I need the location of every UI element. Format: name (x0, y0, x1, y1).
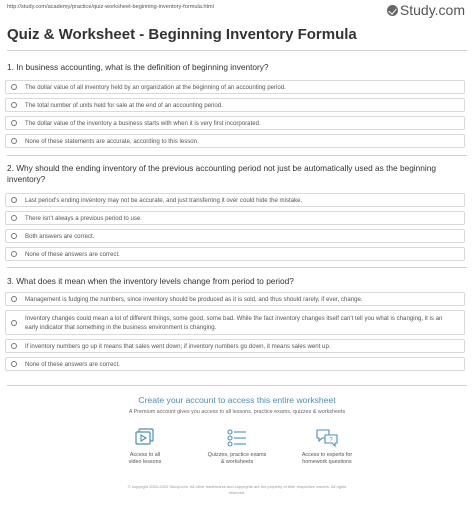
choice-text: The dollar value of the inventory a business starts with when it is very first incorporated. (25, 119, 261, 127)
radio-button[interactable] (11, 343, 17, 349)
question-2-text: 2. Why should the ending inventory of the previous accounting period not just be automatically used as the beginning inventory? (7, 163, 436, 184)
copyright-footer (40, 484, 434, 496)
choice-text: None of these answers are correct. (25, 250, 120, 258)
question-3-text: 3. What does it mean when the inventory levels change from period to period? (7, 276, 294, 286)
feature-label-line1: Access to all (129, 452, 161, 458)
question-1-choice-2[interactable] (5, 98, 465, 112)
radio-button[interactable] (11, 120, 17, 126)
radio-button[interactable] (11, 233, 17, 239)
feature-video-lessons (100, 428, 190, 466)
footer-line1: © copyright 2003-2020 Study.com. All other trademarks and copyrights are the property of their respective owners. All rights (127, 484, 347, 489)
radio-button[interactable] (11, 251, 17, 257)
svg-text:?: ? (329, 437, 333, 444)
question-divider (7, 385, 467, 386)
choice-text: The total number of units held for sale at the end of an accounting period. (25, 101, 223, 109)
question-2-choice-4[interactable] (5, 247, 465, 261)
radio-button[interactable] (11, 138, 17, 144)
question-divider (7, 267, 467, 268)
feature-label-line2: homework questions (302, 459, 352, 465)
quiz-icon (226, 428, 248, 448)
radio-button[interactable] (11, 215, 17, 221)
logo-text: Study.com (399, 2, 465, 18)
choice-text: None of these answers are correct. (25, 360, 120, 368)
checkmark-logo-icon (387, 5, 398, 16)
feature-experts (282, 428, 372, 466)
create-account-link[interactable]: Create your account to access this entire worksheet (138, 395, 336, 405)
question-1-choice-1[interactable] (5, 80, 465, 94)
page-title: Quiz & Worksheet - Beginning Inventory Formula (7, 26, 357, 43)
question-1-text: 1. In business accounting, what is the definition of beginning inventory? (7, 62, 269, 72)
question-3-choice-3[interactable] (5, 339, 465, 353)
question-3-choice-2[interactable] (5, 310, 465, 335)
radio-button[interactable] (11, 102, 17, 108)
radio-button[interactable] (11, 361, 17, 367)
choice-text: Both answers are correct. (25, 232, 95, 240)
choice-text: If inventory numbers go up it means that sales went down; if inventory numbers go down, it means sales went up. (25, 342, 331, 350)
choice-text: The dollar value of all inventory held by an organization at the beginning of an accounting period. (25, 83, 286, 91)
choice-text: Management is fudging the numbers, since inventory should be produced as it is sold, and thus should rarely, if ever, change. (25, 295, 363, 303)
choice-text: Last period's ending inventory may not be accurate, and just transferring it over could hide the mistake. (25, 196, 303, 204)
choice-text: Inventory changes could mean a lot of different things, some good, some bad. While the fact inventory changes itself can't tell you what is changing, it is an early indicator that something in the business environment is changing. (25, 314, 443, 331)
question-1-choice-4[interactable] (5, 134, 465, 148)
radio-button[interactable] (11, 197, 17, 203)
feature-quizzes (192, 428, 282, 466)
study-logo[interactable] (387, 2, 465, 18)
video-icon (134, 428, 156, 448)
choice-text: None of these statements are accurate, according to this lesson. (25, 137, 199, 145)
feature-label-line2: video lessons (128, 459, 162, 465)
feature-label-line2: & worksheets (220, 459, 254, 465)
footer-line2: reserved. (228, 490, 246, 495)
feature-label-line1: Access to experts for (301, 452, 353, 458)
title-divider (7, 50, 467, 51)
choice-text: There isn't always a previous period to use. (25, 214, 143, 222)
question-divider (7, 155, 467, 156)
question-2-choice-1[interactable] (5, 193, 465, 207)
page-url: http://study.com/academy/practice/quiz-worksheet-beginning-inventory-formula.html (7, 4, 214, 10)
radio-button[interactable] (11, 296, 17, 302)
feature-label-line1: Quizzes, practice exams (207, 452, 267, 458)
premium-description: A Premium account gives you access to all lessons, practice exams, quizzes & worksheets (128, 409, 346, 415)
question-2-choice-3[interactable] (5, 229, 465, 243)
question-3-choice-4[interactable] (5, 357, 465, 371)
question-3-choice-1[interactable] (5, 292, 465, 306)
question-2-choice-2[interactable] (5, 211, 465, 225)
radio-button[interactable] (11, 84, 17, 90)
question-1-choice-3[interactable] (5, 116, 465, 130)
experts-chat-icon (315, 428, 339, 448)
radio-button[interactable] (11, 320, 17, 326)
